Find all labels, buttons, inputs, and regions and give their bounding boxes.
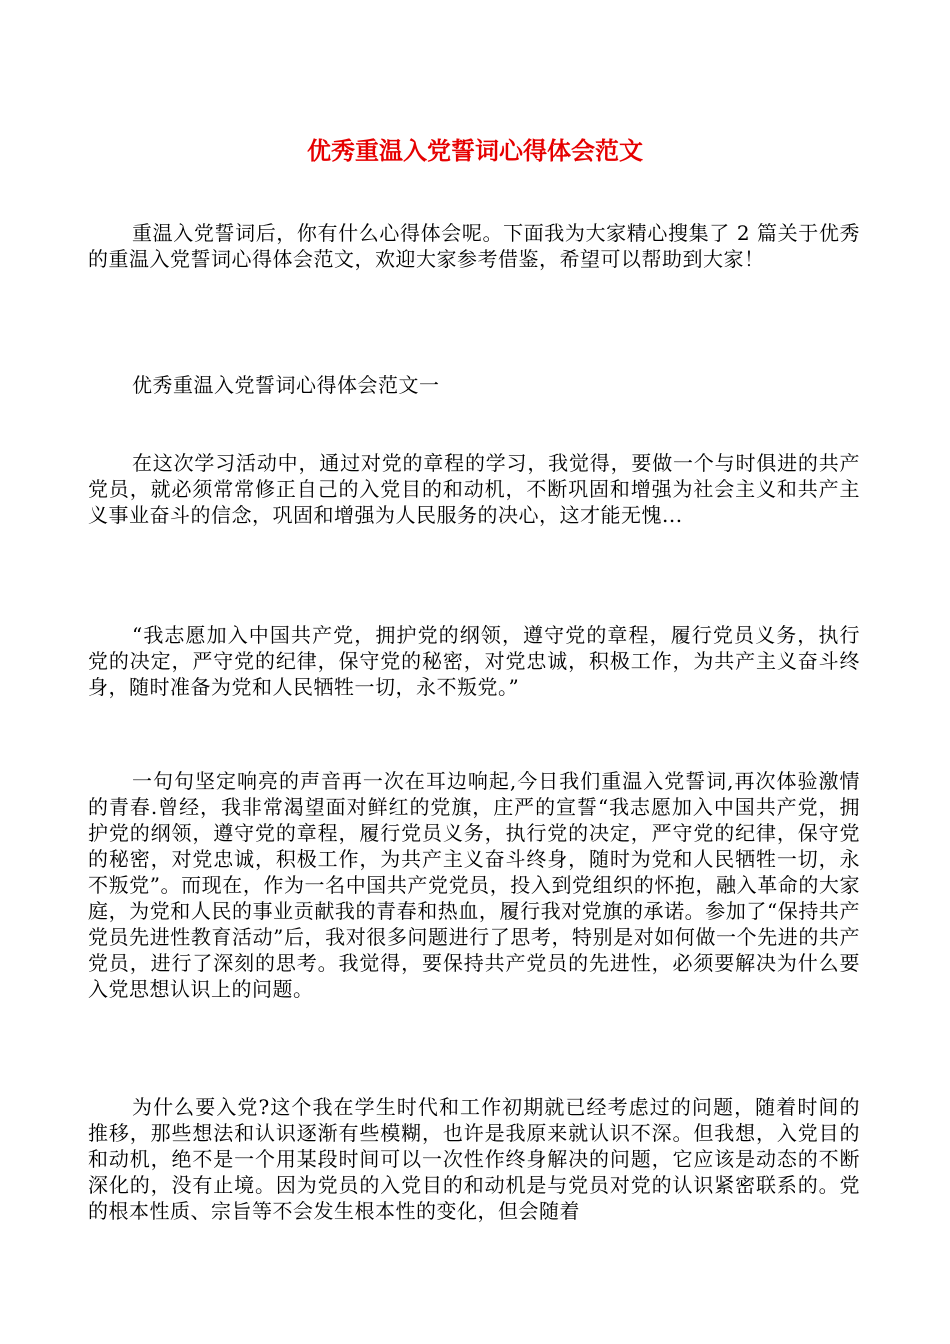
intro-paragraph: 重温入党誓词后，你有什么心得体会呢。下面我为大家精心搜集了 2 篇关于优秀的重温入党誓词心得体会范文，欢迎大家参考借鉴，希望可以帮助到大家！ — [88, 221, 860, 271]
body-paragraph: 为什么要入党?这个我在学生时代和工作初期就已经考虑过的问题，随着时间的推移，那些想法和认识逐渐有些模糊，也许是我原来就认识不深。但我想，入党目的和动机，绝不是一个用某段时间可以一次性作终身解决的问题，它应该是动态的不断深化的，没有止境。因为党员的入党目的和动机是与党员对党的认识紧密联系的。党的根本性质、宗旨等不会发生根本性的变化，但会随着 — [88, 1095, 860, 1223]
body-paragraph: 在这次学习活动中，通过对党的章程的学习，我觉得，要做一个与时俱进的共产党员，就必须常常修正自己的入党目的和动机，不断巩固和增强为社会主义和共产主义事业奋斗的信念，巩固和增强为人民服务的决心，这才能无愧... — [88, 451, 860, 527]
body-paragraph: 一句句坚定响亮的声音再一次在耳边响起,今日我们重温入党誓词,再次体验激情的青春.曾经，我非常渴望面对鲜红的党旗，庄严的宣誓“我志愿加入中国共产党，拥护党的纲领，遵守党的章程，履行党员义务，执行党的决定，严守党的纪律，保守党的秘密，对党忠诚，积极工作，为共产主义奋斗终身，随时为党和人民牺牲一切，永不叛党”。而现在，作为一名中国共产党党员，投入到党组织的怀抱，融入革命的大家庭，为党和人民的事业贡献我的青春和热血，履行我对党旗的承诺。参加了“保持共产党员先进性教育活动”后，我对很多问题进行了思考，特别是对如何做一个先进的共产党员，进行了深刻的思考。我觉得，要保持共产党员的先进性，必须要解决为什么要入党思想认识上的问题。 — [88, 769, 860, 1001]
section-heading: 优秀重温入党誓词心得体会范文一 — [132, 373, 440, 397]
document-title: 优秀重温入党誓词心得体会范文 — [307, 137, 643, 165]
oath-quote-paragraph: “我志愿加入中国共产党，拥护党的纲领，遵守党的章程，履行党员义务，执行党的决定，严守党的纪律，保守党的秘密，对党忠诚，积极工作，为共产主义奋斗终身，随时准备为党和人民牺牲一切，永不叛党。” — [88, 623, 860, 699]
